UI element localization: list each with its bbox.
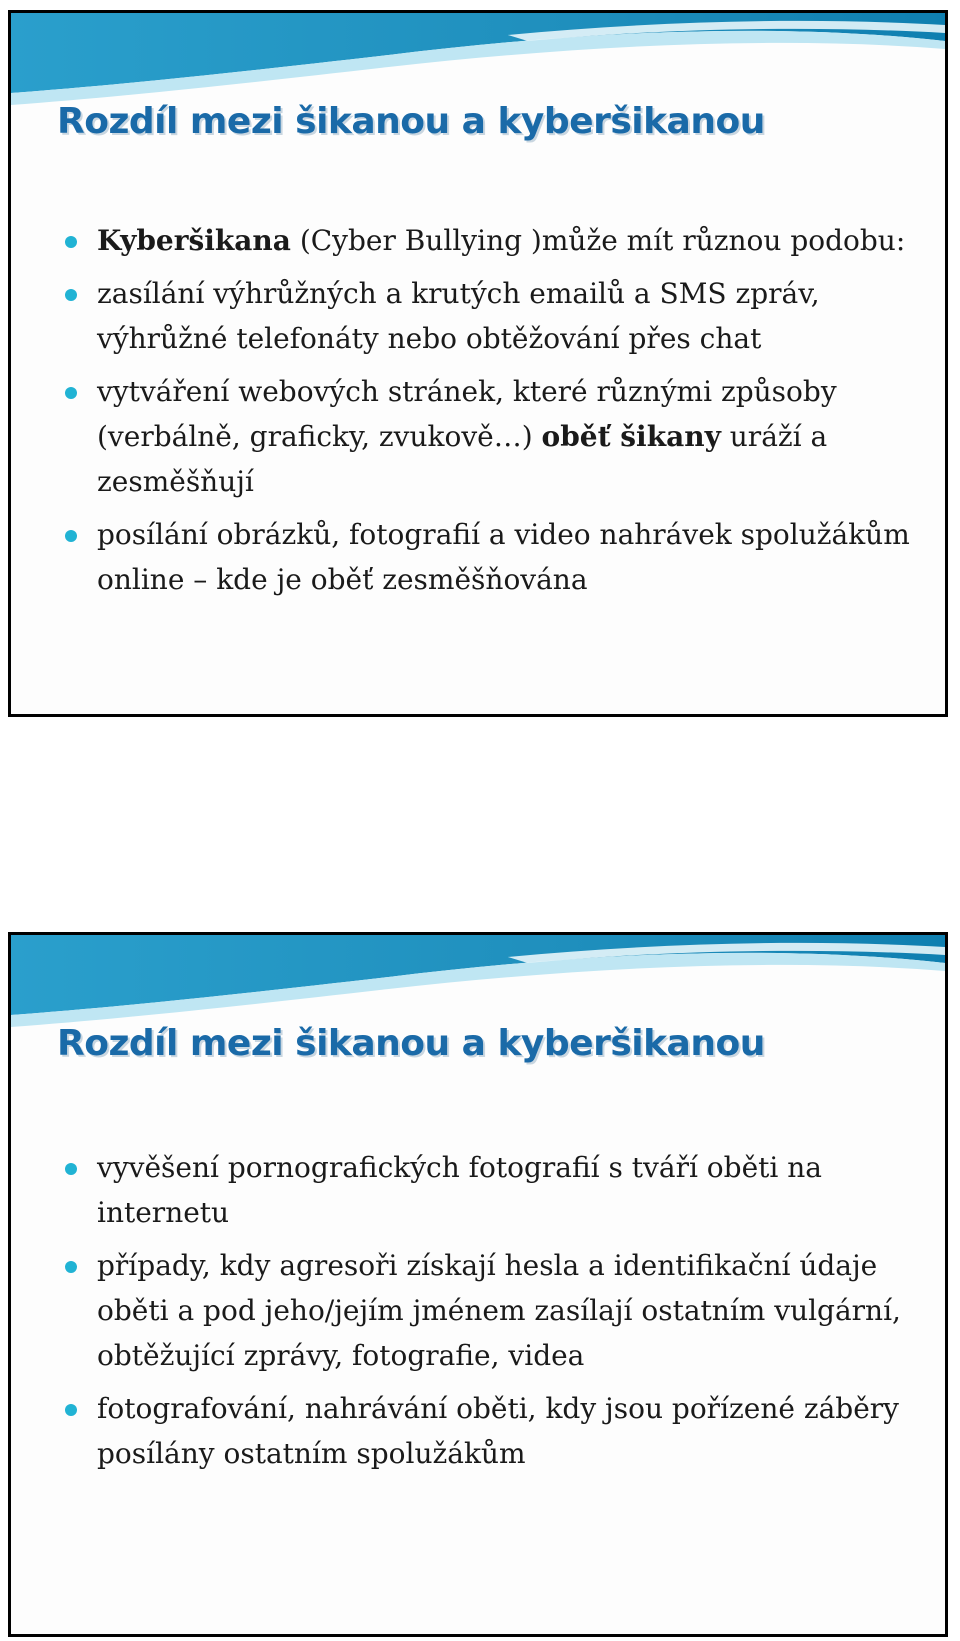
bullet-dot-icon xyxy=(65,530,77,542)
list-item: Kyberšikana (Cyber Bullying )může mít různou podobu: xyxy=(61,218,915,263)
bullet-list xyxy=(61,218,915,610)
bullet-dot-icon xyxy=(65,1404,77,1416)
header-wave-decoration xyxy=(11,935,945,1027)
list-item: zasílání výhrůžných a krutých emailů a SMS zpráv, výhrůžné telefonáty nebo obtěžování přes chat xyxy=(61,271,915,361)
list-item: vytváření webových stránek, které různými způsoby (verbálně, graficky, zvukově…) oběť šikany uráží a zesměšňují xyxy=(61,369,915,504)
list-item: případy, kdy agresoři získají hesla a identifikační údaje oběti a pod jeho/jejím jménem zasílají ostatním vulgární, obtěžující zprávy, fotografie, videa xyxy=(61,1243,915,1378)
list-item: fotografování, nahrávání oběti, kdy jsou pořízené záběry posílány ostatním spolužákům xyxy=(61,1386,915,1476)
list-item: vyvěšení pornografických fotografií s tváří oběti na internetu xyxy=(61,1145,915,1235)
slide-1 xyxy=(8,10,948,717)
bullet-list xyxy=(61,1145,915,1484)
bullet-dot-icon xyxy=(65,387,77,399)
slide-title: Rozdíl mezi šikanou a kyberšikanou xyxy=(57,1023,765,1064)
slide-2 xyxy=(8,932,948,1637)
bullet-dot-icon xyxy=(65,289,77,301)
slide-title: Rozdíl mezi šikanou a kyberšikanou xyxy=(57,101,765,142)
list-item: posílání obrázků, fotografií a video nahrávek spolužákům online – kde je oběť zesměšňována xyxy=(61,512,915,602)
bullet-dot-icon xyxy=(65,236,77,248)
header-wave-decoration xyxy=(11,13,945,105)
bullet-dot-icon xyxy=(65,1163,77,1175)
bullet-dot-icon xyxy=(65,1261,77,1273)
